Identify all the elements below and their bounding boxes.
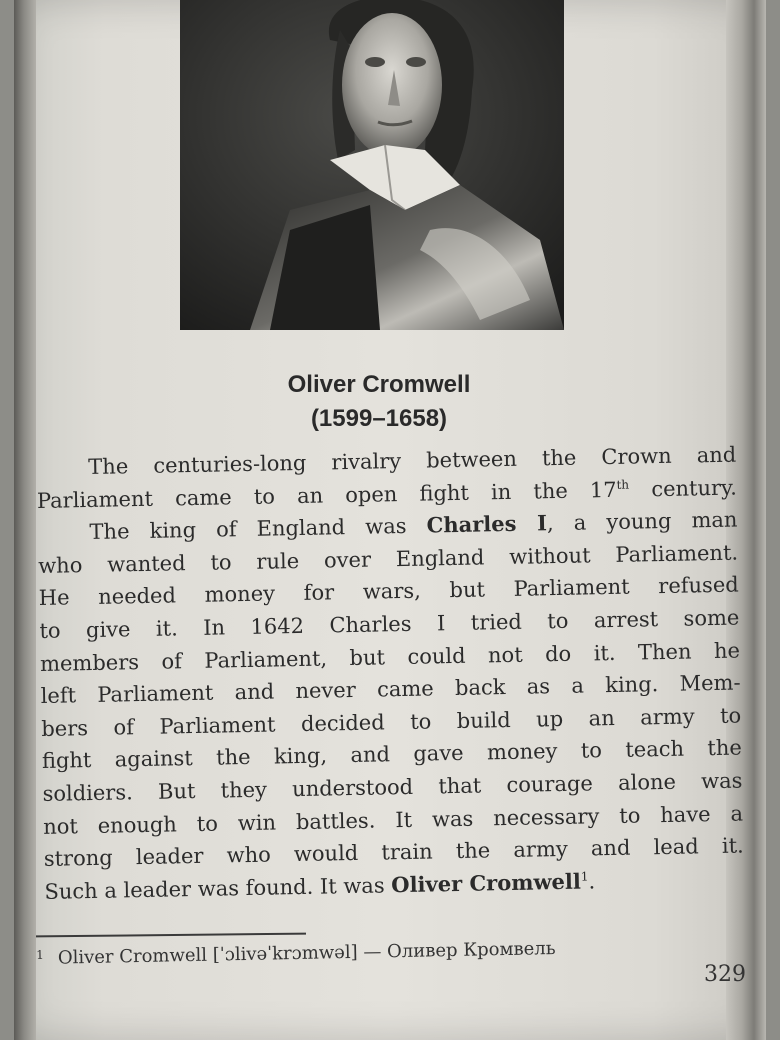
text-line: The centuries-long rivalry between the Crown and (88, 442, 737, 479)
cromwell-portrait-image (180, 0, 564, 330)
article-body (36, 439, 745, 909)
text-line: strong leader who would train the army and lead it. (43, 833, 744, 872)
text-line: He needed money for wars, but Parliament refused (38, 572, 739, 611)
footnote-text: Oliver Cromwell [ˈɔlivəˈkrɔmwəl] — Оливер Кромвель (57, 938, 556, 969)
text-line: The king of England was Charles I, a young man (89, 507, 738, 545)
footnote (36, 938, 556, 969)
text-line: who wanted to rule over England without Parliament. (37, 540, 739, 578)
footnote-divider (36, 933, 306, 938)
text-line: bers of Parliament decided to build up an army to (41, 703, 742, 741)
article-heading (14, 368, 744, 436)
page-gutter-shadow (14, 0, 36, 1040)
text-line: soldiers. But they understood that courage alone was (42, 768, 743, 806)
text-line: fight against the king, and gave money to teach the (41, 735, 743, 774)
footnote-marker: 1 (36, 947, 44, 962)
page-number: 329 (704, 962, 746, 987)
text-line: Such a leader was found. It was Oliver Cromwell$^1$. (44, 868, 596, 904)
text-line: members of Parliament, but could not do it. Then he (39, 638, 741, 676)
article-dates: (1599–1658) (310, 405, 448, 432)
text-line: left Parliament and never came back as a king. Mem- (40, 670, 741, 709)
text-line: Parliament came to an open fight in the 17th century. (36, 475, 738, 513)
text-line: not enough to win battles. It was necessary to have a (42, 801, 744, 839)
article-title: Oliver Cromwell (287, 371, 471, 398)
text-line: to give it. In 1642 Charles I tried to arrest some (39, 605, 740, 643)
book-page (14, 0, 766, 1040)
